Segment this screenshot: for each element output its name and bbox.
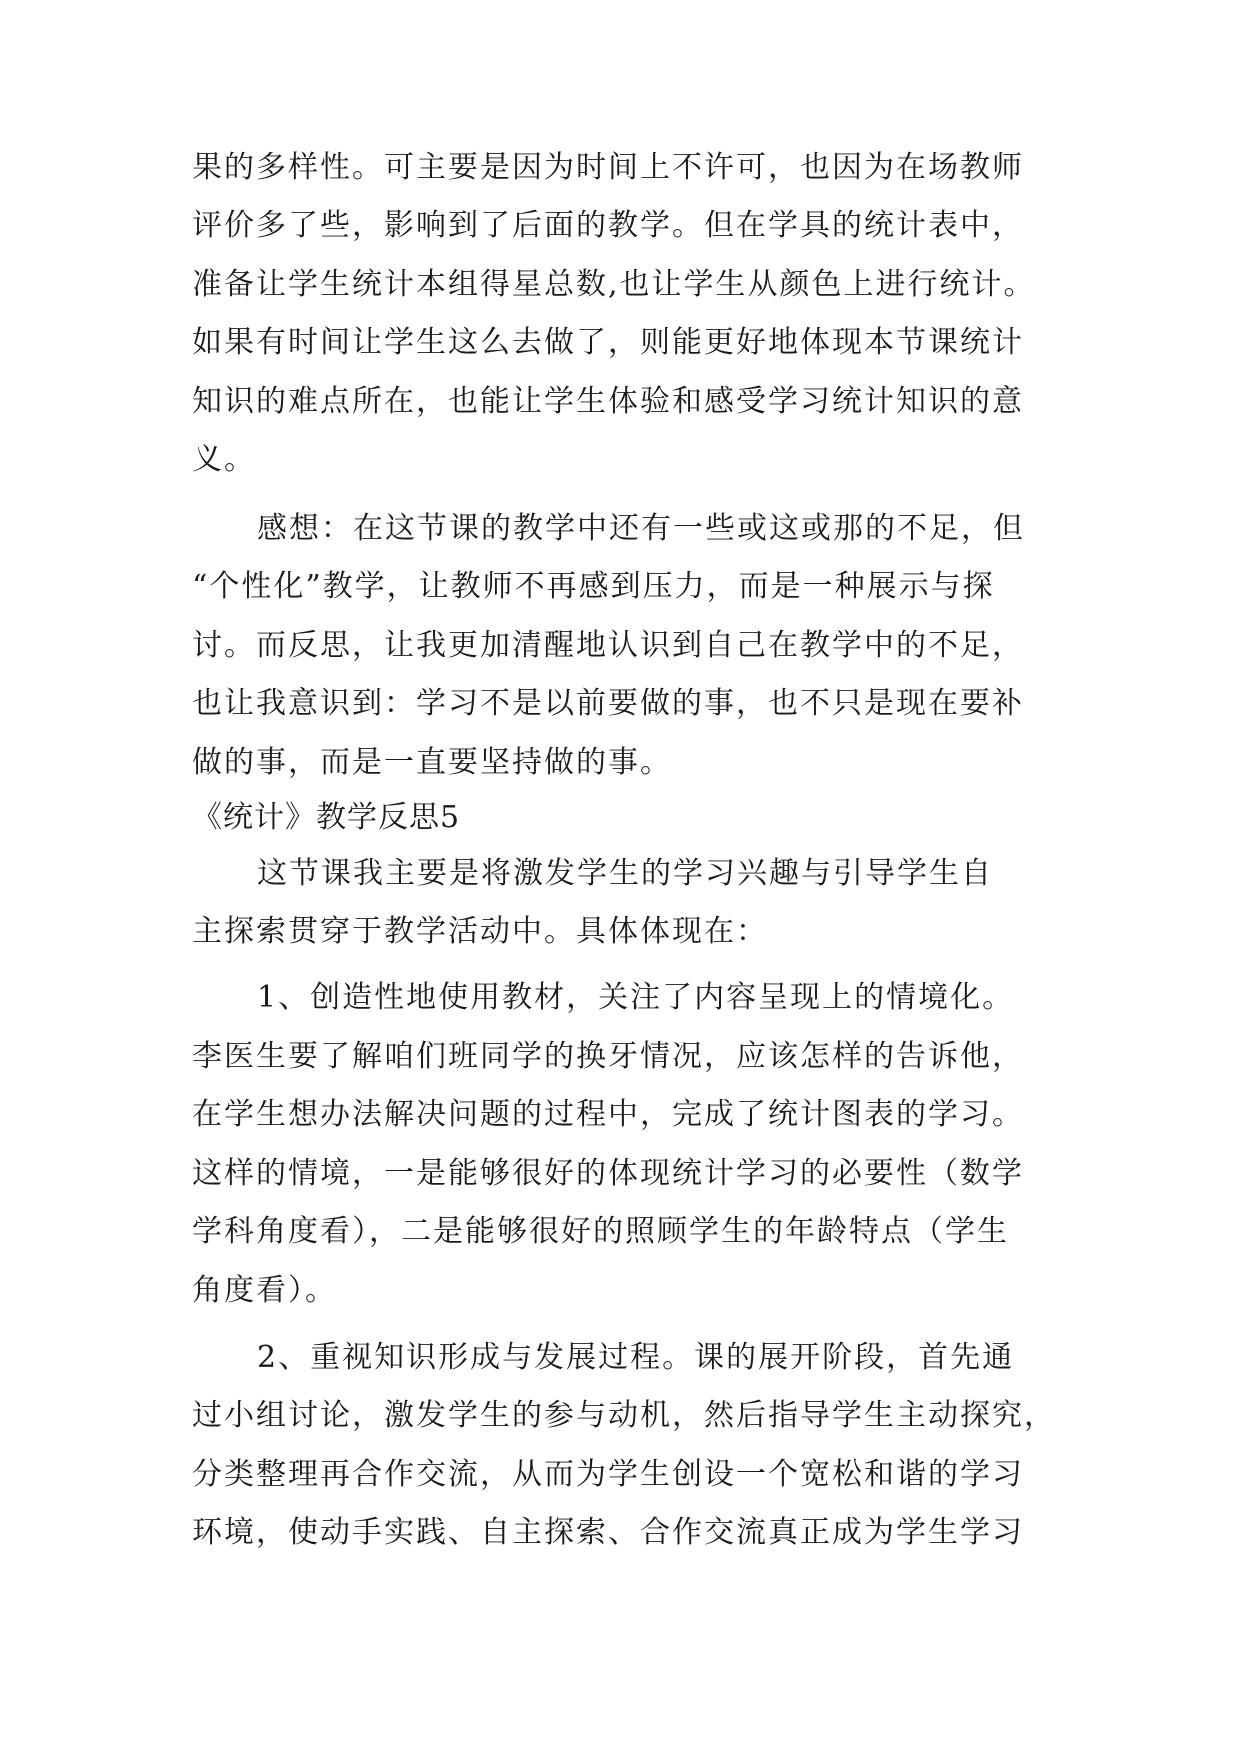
text-line: 李医生要了解咱们班同学的换牙情况，应该怎样的告诉他， [192, 1039, 1024, 1074]
text-line: 这样的情境，一是能够很好的体现统计学习的必要性（数学 [192, 1156, 1024, 1191]
paragraph-start-line: 感想：在这节课的教学中还有一些或这或那的不足，但 [257, 511, 1025, 546]
text-line: 知识的难点所在，也能让学生体验和感受学习统计知识的意 [192, 384, 1024, 419]
text-line: 分类整理再合作交流，从而为学生创设一个宽松和谐的学习 [192, 1457, 1024, 1492]
text-line: 也让我意识到：学习不是以前要做的事，也不只是现在要补 [192, 686, 1024, 721]
text-line: 学科角度看），二是能够很好的照顾学生的年龄特点（学生 [192, 1214, 1009, 1249]
text-line: 在学生想办法解决问题的过程中，完成了统计图表的学习。 [192, 1097, 1024, 1132]
text-line: “个性化”教学，让教师不再感到压力，而是一种展示与探 [192, 569, 995, 604]
text-line: 做的事，而是一直要坚持做的事。 [192, 745, 672, 780]
paragraph-start-line: 这节课我主要是将激发学生的学习兴趣与引导学生自 [257, 856, 993, 891]
text-line: 评价多了些，影响到了后面的教学。但在学具的统计表中， [192, 208, 1024, 243]
section-heading: 《统计》教学反思5 [192, 800, 461, 835]
text-line: 角度看）。 [192, 1273, 337, 1308]
text-line: 义。 [192, 442, 256, 477]
paragraph-start-line: 1、创造性地使用教材，关注了内容呈现上的情境化。 [257, 980, 1015, 1015]
text-line: 过小组讨论，激发学生的参与动机，然后指导学生主动探究， [192, 1398, 1056, 1433]
text-line: 果的多样性。可主要是因为时间上不许可，也因为在场教师 [192, 150, 1024, 185]
text-line: 讨。而反思，让我更加清醒地认识到自己在教学中的不足， [192, 628, 1024, 663]
paragraph-start-line: 2、重视知识形成与发展过程。课的展开阶段，首先通 [257, 1340, 1015, 1375]
text-line: 如果有时间让学生这么去做了，则能更好地体现本节课统计 [192, 325, 1024, 360]
text-line: 主探索贯穿于教学活动中。具体体现在： [192, 914, 768, 949]
text-line: 环境，使动手实践、自主探索、合作交流真正成为学生学习 [192, 1515, 1024, 1550]
text-line: 准备让学生统计本组得星总数,也让学生从颜色上进行统计。 [192, 267, 1036, 302]
